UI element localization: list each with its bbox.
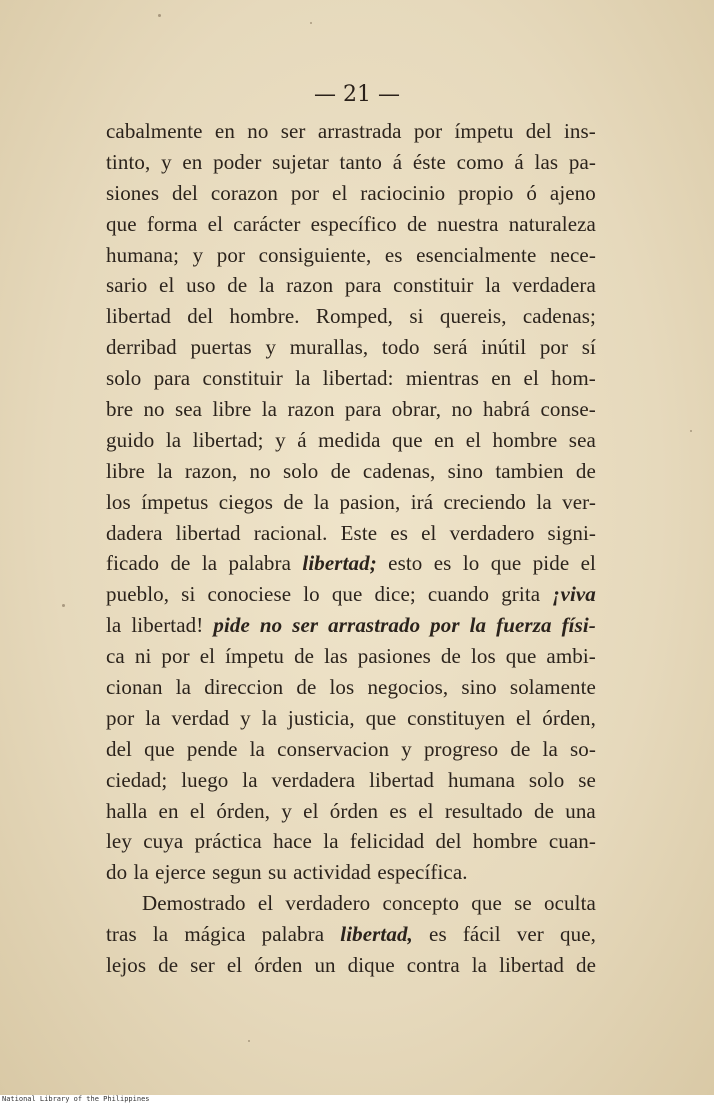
word: cabalmente	[106, 119, 203, 143]
word: ímpetus	[141, 489, 209, 514]
word: creciendo	[443, 489, 527, 514]
word: quereis,	[439, 304, 507, 329]
word: la	[145, 705, 161, 730]
word: las	[534, 149, 559, 174]
text-line	[106, 209, 596, 240]
word: hombre.	[229, 304, 300, 329]
word: conservacion	[277, 736, 390, 761]
word: el	[465, 427, 482, 452]
word: palabra	[261, 922, 325, 947]
word: su	[267, 860, 287, 885]
word: pa-	[568, 149, 596, 174]
word: pide	[532, 551, 570, 576]
word: el	[199, 644, 216, 669]
word: humana	[447, 767, 516, 792]
word: y	[265, 335, 277, 360]
word: halla	[106, 798, 148, 823]
word: si	[181, 582, 196, 607]
word: razon	[287, 397, 335, 422]
word: ajeno	[549, 180, 596, 205]
word: por	[413, 119, 443, 143]
italic-word: por	[430, 613, 460, 638]
word: sea	[174, 397, 203, 422]
word: y	[192, 242, 204, 267]
word: se	[578, 767, 596, 792]
italic-word: libertad,	[340, 922, 413, 947]
word: ejerce	[155, 860, 206, 885]
word: pasiones	[357, 644, 431, 669]
word: la	[106, 613, 122, 638]
word: resultado	[444, 798, 523, 823]
word: no	[247, 119, 269, 143]
word: mágica	[184, 922, 246, 947]
word: verdadero	[449, 520, 535, 545]
ink-speck	[310, 22, 312, 24]
word: so-	[570, 736, 596, 761]
word: carácter	[233, 211, 301, 236]
word: de	[440, 644, 461, 669]
word: que	[392, 427, 423, 452]
word: la	[201, 551, 218, 576]
word: obrar,	[391, 397, 442, 422]
word: la	[133, 860, 149, 885]
word: es	[384, 242, 403, 267]
word: pasion,	[339, 489, 401, 514]
word: ser	[280, 119, 306, 143]
word: el	[207, 211, 224, 236]
word: palabra	[228, 551, 292, 576]
text-line	[106, 857, 596, 888]
text-line	[106, 548, 596, 579]
word: para	[344, 273, 382, 298]
word: el	[421, 520, 437, 545]
text-line	[106, 888, 596, 919]
word: do	[106, 860, 128, 885]
word: por	[290, 180, 320, 205]
word: razon,	[184, 458, 238, 483]
word: cionan	[106, 675, 163, 700]
word: de	[406, 211, 427, 236]
word: no	[143, 397, 165, 422]
word: del	[435, 829, 462, 854]
word: la	[485, 273, 501, 298]
word: ser	[190, 953, 215, 978]
word: irá	[410, 489, 434, 514]
word: la	[536, 489, 552, 514]
italic-word: no	[259, 613, 283, 638]
italic-word: fuerza	[496, 613, 552, 638]
word: libertad;	[192, 427, 264, 452]
word: específico	[310, 211, 397, 236]
word: forma	[146, 211, 198, 236]
word: Este	[340, 520, 378, 545]
word: la	[471, 953, 488, 978]
word: y	[240, 705, 251, 730]
word: la	[313, 489, 330, 514]
word: libertad	[369, 767, 435, 792]
word: bre	[106, 397, 134, 422]
word: las	[324, 644, 348, 669]
word: hace	[273, 829, 312, 854]
word: de	[296, 675, 317, 700]
word: el	[189, 798, 206, 823]
word: y	[275, 427, 286, 452]
word: de	[330, 458, 351, 483]
word: por	[106, 705, 135, 730]
word: hombre	[472, 829, 538, 854]
text-line	[106, 270, 596, 301]
word: verdadera	[512, 273, 596, 298]
word: razon	[286, 273, 334, 298]
word: esencialmente	[416, 242, 537, 267]
word: dique	[347, 953, 395, 978]
word: del	[171, 180, 198, 205]
word: órden	[329, 798, 379, 823]
italic-word: libertad;	[302, 551, 377, 576]
word: órden,	[542, 705, 596, 730]
italic-word: arrastrado	[328, 613, 421, 638]
word: inútil	[481, 335, 527, 360]
word: murallas,	[289, 335, 369, 360]
word: si	[409, 304, 424, 329]
body-text	[106, 116, 596, 981]
word: por	[161, 644, 190, 669]
word: de	[170, 551, 191, 576]
word: que	[106, 211, 137, 236]
word: ímpetu	[225, 644, 285, 669]
word: felicidad	[349, 829, 425, 854]
word: fácil	[462, 922, 501, 947]
word: la	[175, 675, 192, 700]
word: el	[418, 798, 434, 823]
word: direccion	[204, 675, 284, 700]
word: el	[303, 798, 319, 823]
word: verdadera	[271, 767, 356, 792]
word: hombre	[492, 427, 558, 452]
word: el	[332, 180, 348, 205]
word: tanto	[339, 149, 383, 174]
word: concepto	[382, 891, 460, 916]
word: en	[491, 366, 512, 391]
word: solamente	[509, 675, 596, 700]
word: ciedad;	[106, 767, 168, 792]
text-line	[106, 394, 596, 425]
ink-speck	[158, 14, 161, 17]
word: á	[514, 149, 524, 174]
word: humana;	[106, 242, 180, 267]
word: libre	[212, 397, 252, 422]
word: libertad	[499, 953, 565, 978]
word: el	[523, 366, 539, 391]
word: para	[344, 397, 382, 422]
word: cuan-	[548, 829, 596, 854]
ink-speck	[248, 1040, 250, 1042]
italic-word: la	[469, 613, 487, 638]
word: progreso	[423, 736, 499, 761]
word: ca	[106, 644, 125, 669]
word: los	[470, 644, 496, 669]
italic-word: ¡viva	[552, 582, 596, 607]
word: de	[283, 489, 304, 514]
italic-word: físi-	[561, 613, 596, 638]
word: constituyen	[407, 705, 506, 730]
word: justicia,	[287, 705, 355, 730]
page-number: — 21 —	[314, 82, 400, 107]
word: que	[505, 644, 537, 669]
italic-word: pide	[213, 613, 250, 638]
word: pende	[186, 736, 238, 761]
word: la	[165, 427, 182, 452]
text-line	[106, 641, 596, 672]
word: conse-	[540, 397, 596, 422]
word: ver-	[562, 489, 596, 514]
word: racional.	[253, 520, 328, 545]
word: cuando	[427, 582, 490, 607]
word: contra	[406, 953, 460, 978]
word: derribad	[106, 335, 177, 360]
word: uso	[186, 273, 216, 298]
word: éste	[412, 149, 446, 174]
word: signi-	[547, 520, 596, 545]
text-line	[106, 950, 596, 981]
word: práctica	[194, 829, 262, 854]
word: puertas	[190, 335, 252, 360]
word: la	[242, 767, 258, 792]
word: un	[314, 953, 336, 978]
word: de	[575, 953, 596, 978]
word: ver	[516, 922, 544, 947]
word: naturaleza	[508, 211, 596, 236]
word: dadera	[106, 520, 163, 545]
word: ó	[526, 180, 538, 205]
word: esto	[388, 551, 423, 576]
word: mientras	[405, 366, 479, 391]
word: los	[106, 489, 131, 514]
word: guido	[106, 427, 155, 452]
word: el	[580, 551, 596, 576]
word: siones	[106, 180, 160, 205]
word: y	[401, 736, 412, 761]
word: libertad:	[322, 366, 394, 391]
word: negocios,	[367, 675, 449, 700]
word: que,	[560, 922, 596, 947]
text-line	[106, 425, 596, 456]
text-line	[106, 178, 596, 209]
word: en	[214, 119, 235, 143]
word: que	[365, 705, 397, 730]
word: órden	[254, 953, 303, 978]
word: lo	[303, 582, 320, 607]
word: no	[451, 397, 473, 422]
word: el	[159, 273, 175, 298]
text-line	[106, 734, 596, 765]
word: constituir	[393, 273, 474, 298]
word: Demostrado	[142, 891, 246, 916]
ink-speck	[690, 430, 692, 432]
word: propio	[458, 180, 514, 205]
word: ni	[134, 644, 152, 669]
word: grita	[501, 582, 541, 607]
word: raciocinio	[360, 180, 446, 205]
word: solo	[282, 458, 319, 483]
word: es	[390, 520, 408, 545]
text-line	[106, 456, 596, 487]
word: solo	[528, 767, 565, 792]
word: será	[433, 335, 468, 360]
word: actividad	[293, 860, 372, 885]
word: libre	[106, 458, 145, 483]
word: la	[261, 397, 278, 422]
text-line	[106, 116, 596, 147]
word: en	[158, 798, 179, 823]
word: cadenas;	[522, 304, 596, 329]
word: á	[392, 149, 403, 174]
word: de	[510, 736, 531, 761]
word: del	[525, 119, 552, 143]
word: de	[158, 953, 179, 978]
word: y	[281, 798, 292, 823]
word: habrá	[482, 397, 531, 422]
word: que	[490, 551, 522, 576]
word: por	[216, 242, 246, 267]
word: el	[515, 705, 532, 730]
word: no	[249, 458, 271, 483]
text-line	[106, 301, 596, 332]
word: lo	[462, 551, 480, 576]
word: sario	[106, 273, 148, 298]
word: el	[226, 953, 243, 978]
word: tras	[106, 922, 137, 947]
text-line	[106, 147, 596, 178]
text-line	[106, 703, 596, 734]
text-line	[106, 610, 596, 641]
text-line	[106, 796, 596, 827]
word: ciegos	[218, 489, 274, 514]
text-line	[106, 765, 596, 796]
word: la	[152, 922, 169, 947]
word: como	[456, 149, 504, 174]
word: una	[565, 798, 596, 823]
word: la	[295, 366, 311, 391]
word: es	[433, 551, 452, 576]
word: para	[153, 366, 191, 391]
word: la	[249, 736, 265, 761]
word: corazon	[210, 180, 278, 205]
text-line	[106, 518, 596, 549]
word: libertad	[175, 520, 241, 545]
word: de	[575, 458, 596, 483]
word: constituir	[202, 366, 283, 391]
word: solo	[106, 366, 142, 391]
word: dice;	[374, 582, 416, 607]
word: sujetar	[272, 149, 329, 174]
word: segun	[212, 860, 262, 885]
ink-speck	[62, 604, 65, 607]
text-line	[106, 240, 596, 271]
word: tinto,	[106, 149, 151, 174]
word: ímpetu	[454, 119, 514, 143]
word: del	[106, 736, 132, 761]
word: la	[323, 829, 339, 854]
word: el	[257, 891, 274, 916]
text-line	[106, 332, 596, 363]
word: ficado	[106, 551, 160, 576]
word: de	[533, 798, 554, 823]
word: libertad	[106, 304, 171, 329]
word: de	[227, 273, 248, 298]
library-footer: National Library of the Philippines	[2, 1095, 150, 1103]
word: la	[261, 705, 277, 730]
word: que	[331, 582, 363, 607]
word: libertad!	[131, 613, 204, 638]
word: por	[539, 335, 569, 360]
word: ambi-	[546, 644, 596, 669]
word: en	[434, 427, 455, 452]
word: hom-	[551, 366, 596, 391]
text-line	[106, 363, 596, 394]
word: sí	[581, 335, 596, 360]
text-line	[106, 919, 596, 950]
word: y	[161, 149, 172, 174]
word: verdadero	[285, 891, 371, 916]
word: en	[182, 149, 203, 174]
word: luego	[181, 767, 229, 792]
word: Romped,	[315, 304, 394, 329]
word: conociese	[207, 582, 292, 607]
word: específica.	[377, 860, 468, 885]
word: oculta	[544, 891, 596, 916]
word: sino	[447, 458, 484, 483]
word: que	[471, 891, 502, 916]
word: la	[542, 736, 558, 761]
word: sino	[461, 675, 497, 700]
word: se	[514, 891, 532, 916]
word: es	[429, 922, 447, 947]
word: medida	[318, 427, 381, 452]
word: pueblo,	[106, 582, 170, 607]
text-line	[106, 826, 596, 857]
word: los	[329, 675, 355, 700]
word: cadenas,	[362, 458, 436, 483]
italic-word: ser	[292, 613, 319, 638]
word: lejos	[106, 953, 147, 978]
text-line	[106, 672, 596, 703]
word: á	[297, 427, 307, 452]
word: la	[259, 273, 275, 298]
word: la	[157, 458, 173, 483]
word: de	[294, 644, 315, 669]
word: del	[187, 304, 214, 329]
word: arrastrada	[317, 119, 402, 143]
word: todo	[381, 335, 420, 360]
word: nece-	[549, 242, 596, 267]
word: cuya	[143, 829, 184, 854]
word: ley	[106, 829, 132, 854]
word: tambien	[495, 458, 564, 483]
word: consiguiente,	[258, 242, 372, 267]
text-line	[106, 579, 596, 610]
word: verdad	[171, 705, 230, 730]
word: sea	[568, 427, 596, 452]
text-line	[106, 487, 596, 518]
word: poder	[213, 149, 262, 174]
word: es	[389, 798, 408, 823]
word: ins-	[564, 119, 596, 143]
word: nuestra	[437, 211, 499, 236]
word: órden,	[216, 798, 271, 823]
word: que	[144, 736, 175, 761]
